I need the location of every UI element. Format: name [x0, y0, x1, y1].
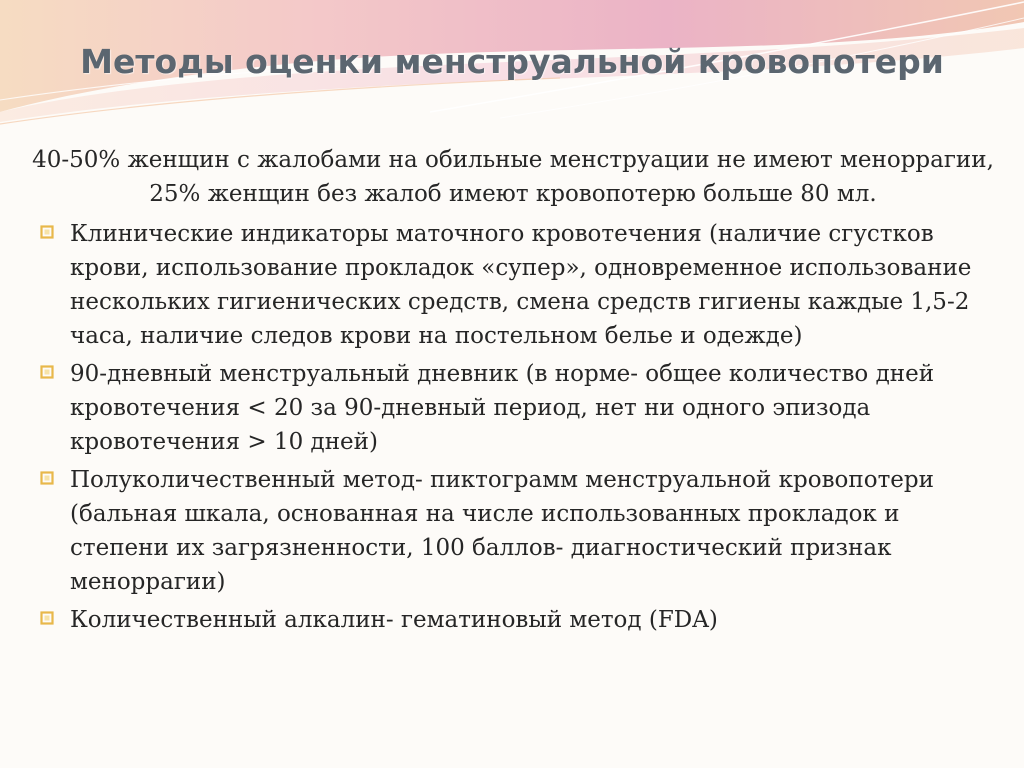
hollow-square-bullet-icon	[40, 611, 54, 625]
bullet-item	[40, 217, 1000, 353]
bullet-list	[40, 217, 1000, 641]
bullet-item	[40, 357, 1000, 459]
bullet-text: Полуколичественный метод- пиктограмм менструальной кровопотери (бальная шкала, основанная на числе использованных прокладок и степени их загрязненности, 100 баллов- диагностический признак меноррагии)	[70, 467, 934, 595]
hollow-square-bullet-icon	[40, 225, 54, 239]
bullet-text: Количественный алкалин- гематиновый метод (FDA)	[70, 607, 718, 633]
hollow-square-bullet-icon	[40, 365, 54, 379]
intro-paragraph: 40-50% женщин с жалобами на обильные менструации не имеют меноррагии, 25% женщин без жалоб имеют кровопотерю больше 80 мл.	[32, 147, 994, 207]
hollow-square-bullet-icon	[40, 471, 54, 485]
slide-title: Методы оценки менструальной кровопотери	[80, 42, 944, 81]
bullet-item	[40, 463, 1000, 599]
bullet-item	[40, 603, 1000, 637]
bullet-text: 90-дневный менструальный дневник (в норме- общее количество дней кровотечения < 20 за 90-дневный период, нет ни одного эпизода кровотечения > 10 дней)	[70, 361, 935, 455]
bullet-text: Клинические индикаторы маточного кровотечения (наличие сгустков крови, использование прокладок «супер», одновременное использование нескольких гигиенических средств, смена средств гигиены каждые 1,5-2 часа, наличие следов крови на постельном белье и одежде)	[70, 221, 972, 349]
